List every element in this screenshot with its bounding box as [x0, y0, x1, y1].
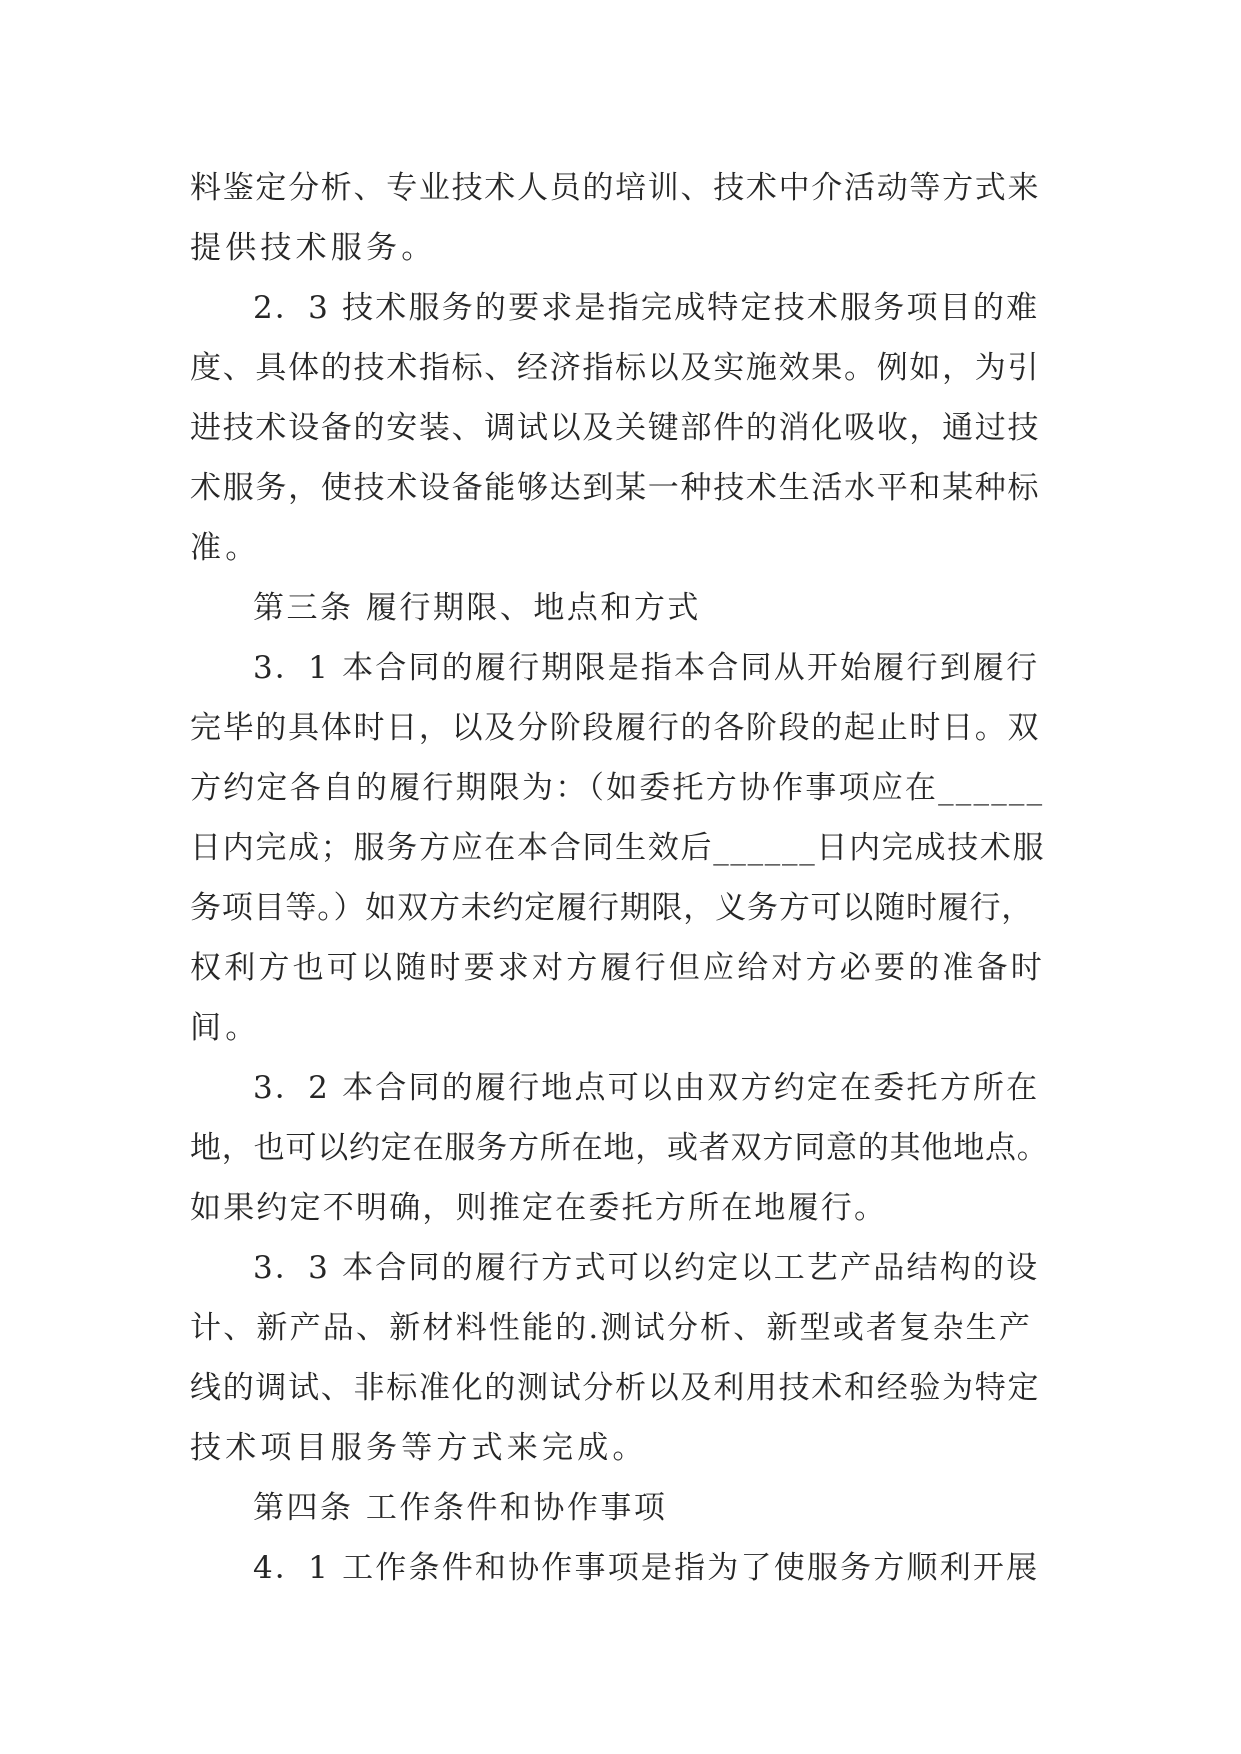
- text-line: 进技术设备的安装、调试以及关键部件的消化吸收，通过技: [190, 410, 1041, 446]
- text-line: 完毕的具体时日，以及分阶段履行的各阶段的起止时日。双: [190, 710, 1041, 746]
- text-line: 线的调试、非标准化的测试分析以及利用技术和经验为特定: [190, 1370, 1041, 1406]
- section-heading: 第三条 履行期限、地点和方式: [253, 590, 701, 626]
- text-line: 计、新产品、新材料性能的.测试分析、新型或者复杂生产: [190, 1310, 1033, 1346]
- text-line: 3．2 本合同的履行地点可以由双方约定在委托方所在: [253, 1070, 1040, 1106]
- text-line: 3．1 本合同的履行期限是指本合同从开始履行到履行: [253, 650, 1040, 686]
- text-line: 4．1 工作条件和协作事项是指为了使服务方顺利开展: [253, 1550, 1040, 1586]
- section-heading: 第四条 工作条件和协作事项: [253, 1490, 668, 1526]
- text-line: 日内完成；服务方应在本合同生效后______日内完成技术服: [190, 830, 1046, 866]
- text-line: 技术项目服务等方式来完成。: [190, 1430, 648, 1466]
- text-line: 地，也可以约定在服务方所在地，或者双方同意的其他地点。: [190, 1130, 1049, 1166]
- text-line: 术服务，使技术设备能够达到某一种技术生活水平和某种标: [190, 470, 1041, 506]
- text-line: 准。: [190, 530, 261, 566]
- text-line: 料鉴定分析、专业技术人员的培训、技术中介活动等方式来: [190, 170, 1041, 206]
- text-line: 务项目等。）如双方未约定履行期限，义务方可以随时履行，: [190, 890, 1034, 926]
- text-line: 2．3 技术服务的要求是指完成特定技术服务项目的难: [253, 290, 1040, 326]
- text-line: 3．3 本合同的履行方式可以约定以工艺产品结构的设: [253, 1250, 1040, 1286]
- text-line: 提供技术服务。: [190, 230, 437, 266]
- text-line: 如果约定不明确，则推定在委托方所在地履行。: [190, 1190, 888, 1226]
- text-line: 方约定各自的履行期限为：（如委托方协作事项应在______: [190, 770, 1045, 806]
- text-line: 权利方也可以随时要求对方履行但应给对方必要的准备时: [190, 950, 1045, 986]
- text-line: 度、具体的技术指标、经济指标以及实施效果。例如，为引: [190, 350, 1041, 386]
- text-line: 间。: [190, 1010, 261, 1046]
